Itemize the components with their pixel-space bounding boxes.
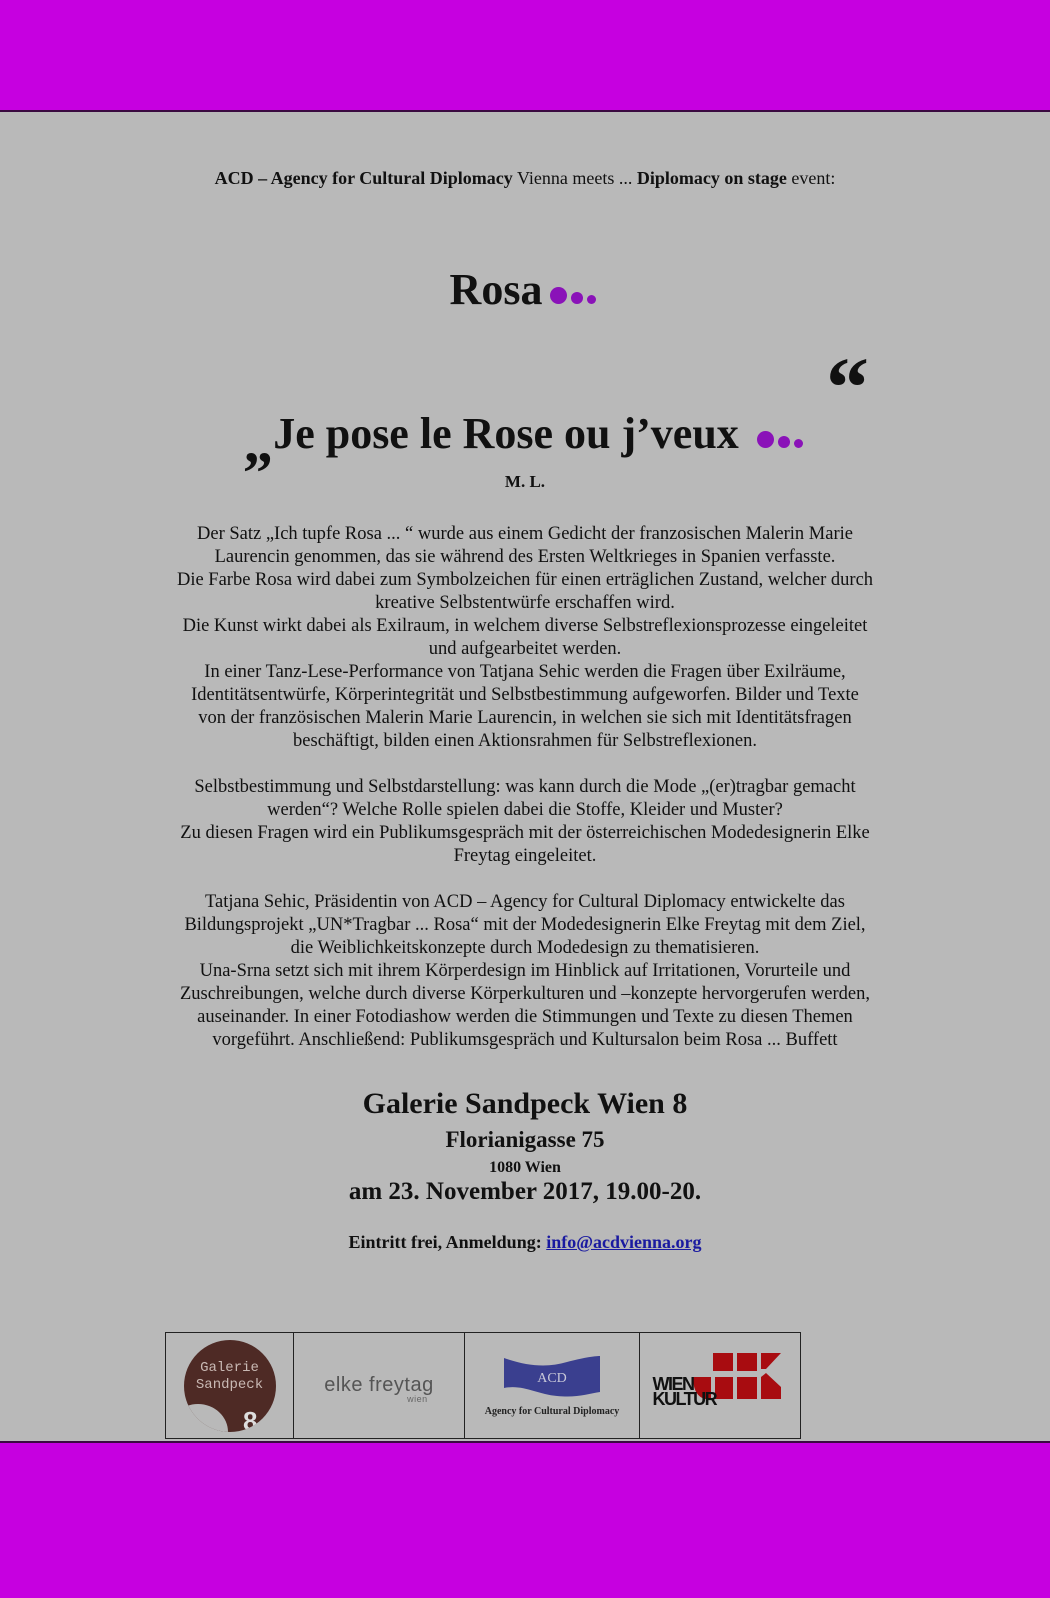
text-line: und aufgearbeitet werden. [428, 639, 622, 659]
event-date: am 23. November 2017, 19.00-20. [348, 1178, 702, 1205]
ellipsis-dots-icon [757, 408, 807, 459]
text-line: In einer Tanz-Lese-Performance von Tatjana Sehic werden die Fragen über Exilräume, [204, 662, 846, 682]
quote-author: M. L. [504, 472, 546, 491]
text-line: Selbstbestimmung und Selbstdarstellung: was kann durch die Mode „(er)tragbar gemacht [194, 777, 856, 797]
text-line: Tatjana Sehic, Präsidentin von ACD – Agency for Cultural Diplomacy entwickelte das [205, 892, 845, 912]
paragraph-1 [115, 523, 935, 753]
sandpeck-number: 8 [243, 1405, 258, 1432]
text-line: Una-Srna setzt sich mit ihrem Körperdesign im Hinblick auf Irritationen, Vorurteile und [199, 961, 851, 981]
bottom-magenta-band [0, 1443, 1050, 1598]
kultur-text: KULTUR [652, 1388, 717, 1409]
logo-elke-freytag [294, 1333, 465, 1438]
venue-name: Galerie Sandpeck Wien 8 [362, 1087, 688, 1120]
wien-text: WIEN [652, 1373, 694, 1394]
logo-galerie-sandpeck [166, 1333, 294, 1438]
header-suffix: event: [786, 168, 836, 188]
open-quote-mark: „ [243, 409, 270, 475]
quote-text: Je pose le Rose ou j’veux [273, 409, 739, 458]
description [115, 523, 935, 1075]
text-line: Die Farbe Rosa wird dabei zum Symbolzeichen für einen erträglichen Zustand, welcher durch [176, 570, 874, 590]
text-line: von der französischen Malerin Marie Laurencin, in welchen sie sich mit Identitätsfragen [198, 708, 852, 728]
text-line: Laurencin genommen, das sie während des Ersten Weltkrieges in Spanien verfasste. [214, 547, 836, 567]
venue-street: Florianigasse 75 [445, 1127, 605, 1152]
logo-wien-kultur [640, 1333, 800, 1438]
text-line: Bildungsprojekt „UN*Tragbar ... Rosa“ mit der Modedesignerin Elke Freytag mit dem Ziel, [184, 915, 866, 935]
event-header [0, 168, 1050, 189]
event-title [0, 264, 1050, 315]
text-line: beschäftigt, bilden einen Aktionsrahmen für Selbstreflexionen. [293, 731, 757, 751]
close-quote-mark: “ [826, 339, 865, 435]
ellipsis-dots-icon [550, 264, 600, 315]
header-connector: Vienna meets ... [512, 168, 637, 188]
title-text: Rosa [449, 265, 543, 314]
acd-flag-icon [502, 1354, 602, 1398]
text-line: Identitätsentwürfe, Körperintegrität und Selbstbestimmung aufgeworfen. Bilder und Texte [191, 685, 859, 705]
quote-line [0, 394, 1050, 475]
venue-city: 1080 Wien [489, 1159, 561, 1176]
acd-subtitle: Agency for Cultural Diplomacy [484, 1406, 620, 1417]
text-line: Freytag eingeleitet. [453, 846, 597, 866]
paragraph-3 [115, 891, 935, 1052]
svg-text:ACD: ACD [537, 1371, 567, 1386]
text-line: kreative Selbstentwürfe erschaffen wird. [375, 593, 675, 613]
text-line: Zu diesen Fragen wird ein Publikumsgespräch mit der österreichischen Modedesignerin Elke [180, 823, 870, 843]
sandpeck-line1: Galerie [200, 1359, 259, 1376]
email-link[interactable]: info@acdvienna.org [546, 1232, 702, 1252]
wien-kultur-wordmark [652, 1373, 717, 1409]
text-line: Die Kunst wirkt dabei als Exilraum, in welchem diverse Selbstreflexionsprozesse eingeleitet [182, 616, 868, 636]
text-line: Zuschreibungen, welche durch diverse Körperkulturen und –konzepte hervorgerufen werden, [179, 984, 871, 1004]
text-line: die Weiblichkeitskonzepte durch Modedesign zu thematisieren. [290, 938, 760, 958]
registration-info [0, 1232, 1050, 1253]
text-line: auseinander. In einer Fotodiashow werden die Stimmungen und Texte zu diesen Themen [197, 1007, 853, 1027]
sandpeck-circle-icon [184, 1340, 276, 1432]
registration-label: Eintritt frei, Anmeldung: [348, 1232, 547, 1252]
sandpeck-line2: Sandpeck [195, 1376, 264, 1393]
text-line: werden“? Welche Rolle spielen dabei die Stoffe, Kleider und Muster? [267, 800, 783, 820]
sponsor-logos [165, 1332, 801, 1439]
series-name: Diplomacy on stage [636, 168, 787, 188]
organizer-name: ACD – Agency for Cultural Diplomacy [214, 168, 513, 188]
logo-acd [465, 1333, 640, 1438]
elke-name: elke freytag [324, 1374, 434, 1396]
paragraph-2 [115, 776, 935, 868]
text-line: Der Satz „Ich tupfe Rosa ... “ wurde aus einem Gedicht der franzosischen Malerin Marie [197, 524, 853, 544]
elke-sub: wien [407, 1394, 428, 1404]
flyer-page [0, 110, 1050, 1443]
elke-wordmark [324, 1374, 434, 1404]
text-line: vorgeführt. Anschließend: Publikumsgespräch und Kultursalon beim Rosa ... Buffett [212, 1030, 838, 1050]
top-magenta-band [0, 0, 1050, 110]
